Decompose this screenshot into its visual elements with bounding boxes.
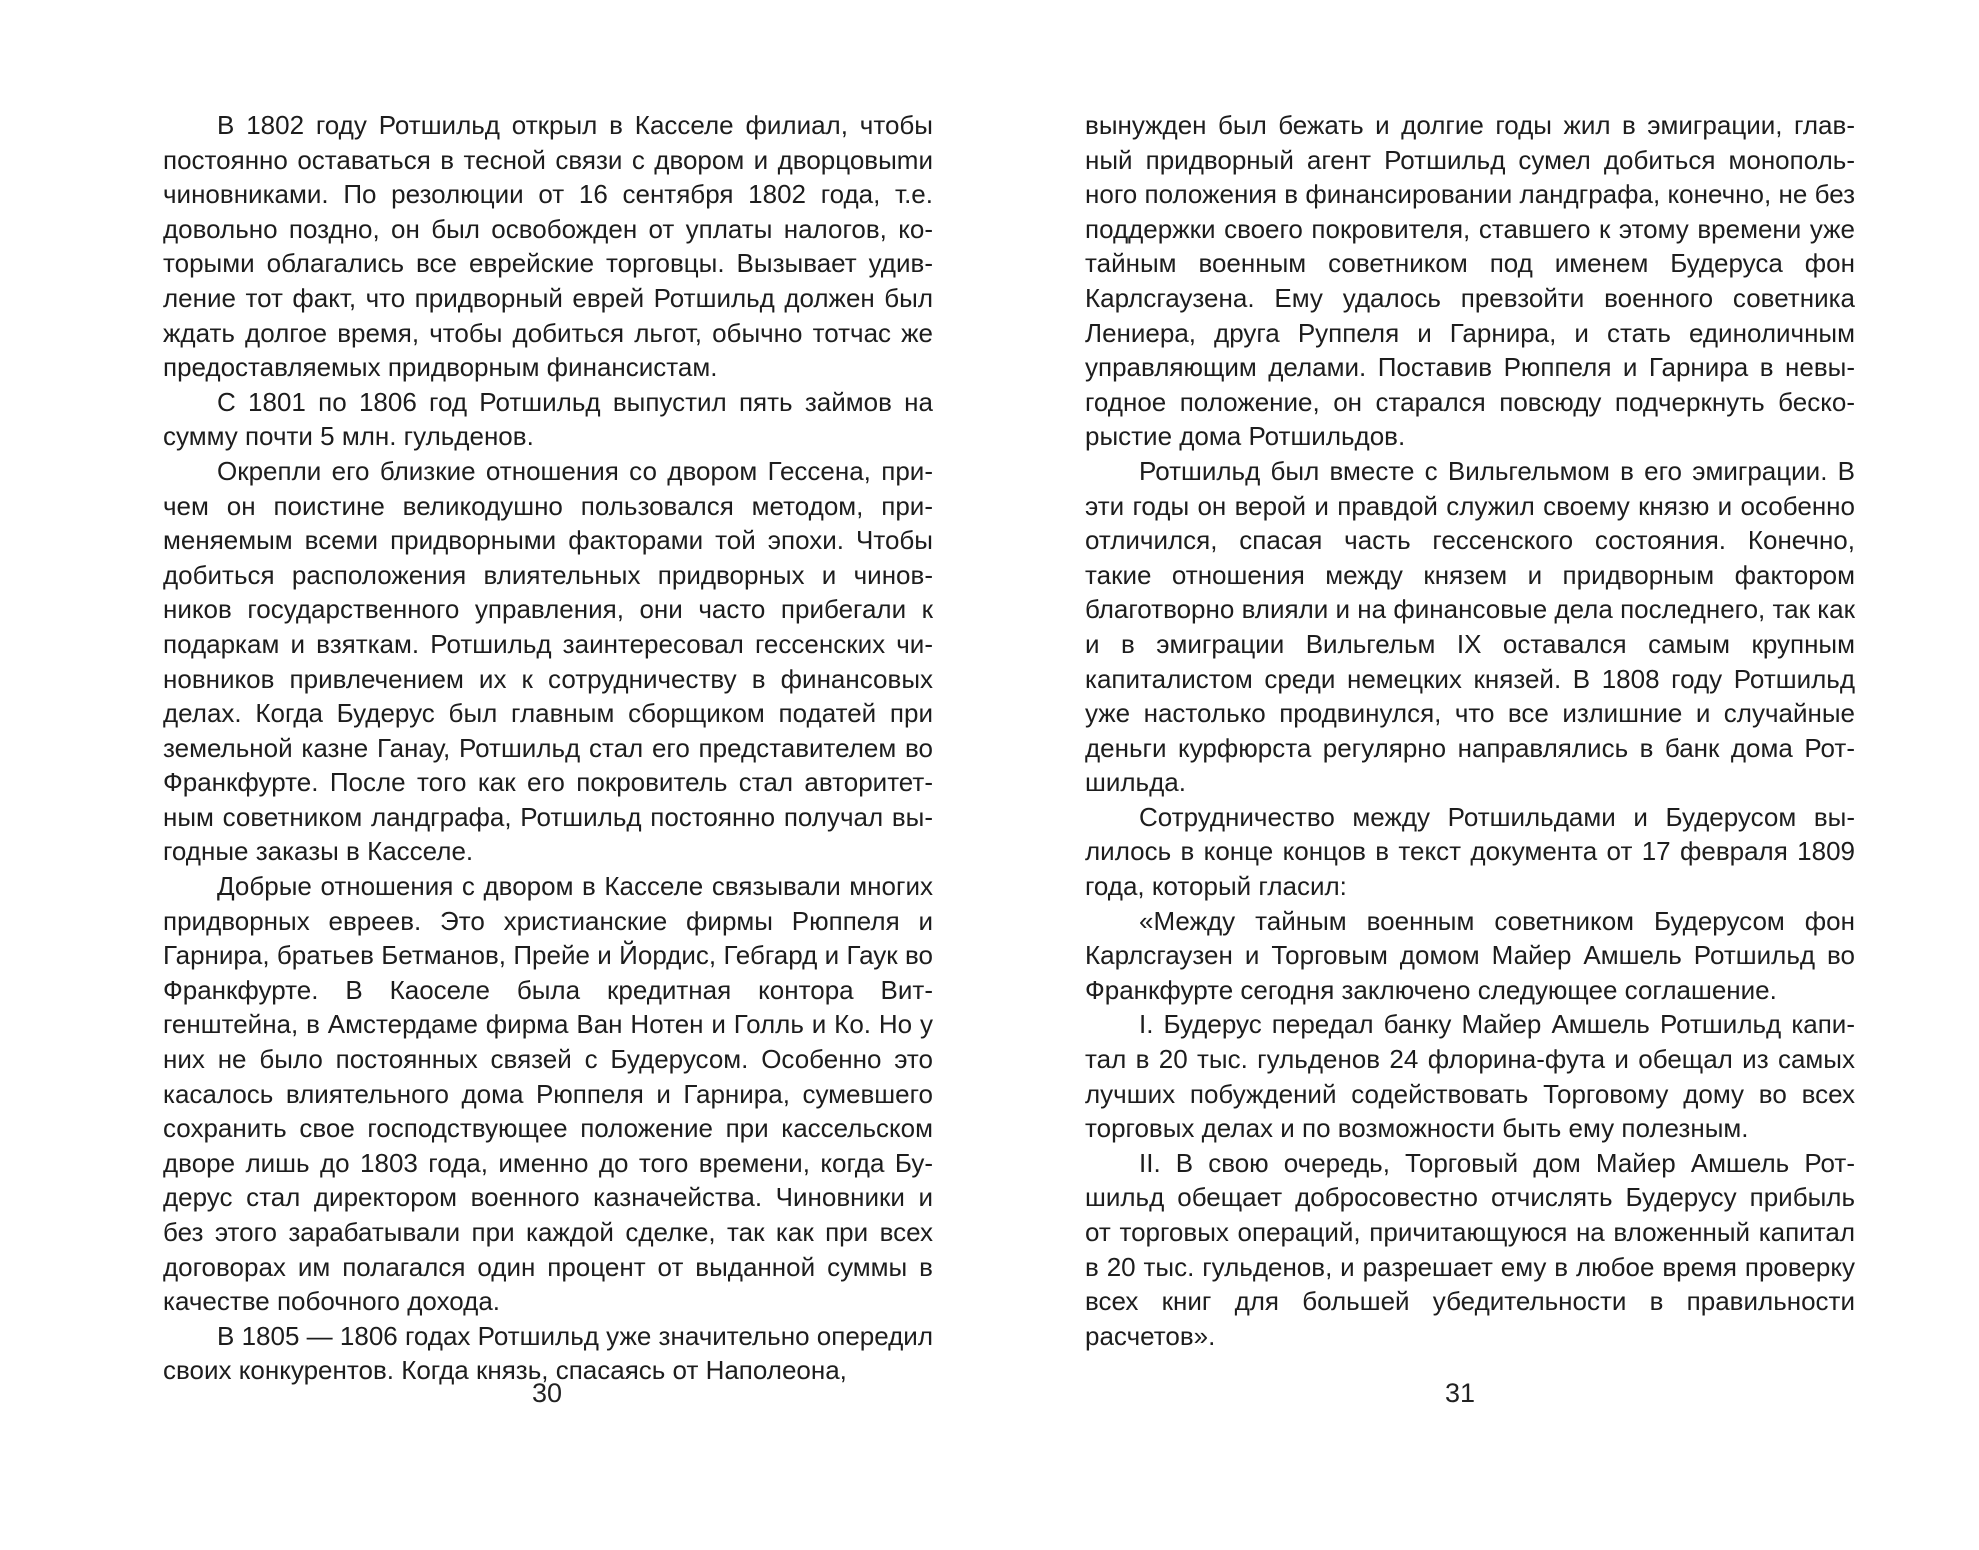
paragraph: «Между тайным военным советником Будерусом фон Карлсгаузен и Торговым домом Майер Амшель Ротшильд во Франкфурте сегодня заключено следующее соглашение. xyxy=(1085,905,1855,1005)
paragraph: Сотрудничество между Ротшильдами и Будерусом вылилось в конце концов в текст документа от 17 февраля 1809 года, который гласил: xyxy=(1085,801,1855,902)
paragraph: В 1802 году Ротшильд открыл в Касселе филиал, чтобы постоянно оставаться в тесной связи с двором и дворцовыmи чиновниками. По резолюции от 16 сентября 1802 года, т.е. довольно поздно, он был освобожден от уплаты налогов, которыми облагались все еврейские торговцы. Вызывает удивление тот факт, что придворный еврей Ротшильд должен был ждать долгое время, чтобы добиться льгот, обычно тотчас же предоставляемых придворным финансистам. xyxy=(163,110,933,383)
paragraph: I. Будерус передал банку Майер Амшель Ротшильд капитал в 20 тыс. гульденов 24 флорина-фута и обещал из самых лучших побуждений содействовать Торговому дому во всех торговых делах и по возможности быть ему полезным. xyxy=(1085,1009,1855,1144)
paragraph: Ротшильд был вместе с Вильгельмом в его эмиграции. В эти годы он верой и правдой служил своему князю и особенно отличился, спасая часть гессенского состояния. Конечно, такие отношения между князем и придворным фактором благотворно влияли и на финансовые дела последнего, так как и в эмиграции Вильгельм IX оставался самым крупным капиталистом среди немецких князей. В 1808 году Ротшильд уже настолько продвинулся, что все излишние и случайные деньги курфюрста регулярно направлялись в банк дома Ротшильда. xyxy=(1085,455,1855,798)
right-page xyxy=(1085,108,1855,1353)
paragraph: II. В свою очередь, Торговый дом Майер Амшель Ротшильд обещает добросовестно отчислять Будерусу прибыль от торговых операций, причитающуюся на вложенный капитал в 20 тыс. гульденов, и разрешает ему в любое время проверку всех книг для большей убедительности в правильности расчетов». xyxy=(1085,1147,1855,1351)
page-number-left: 30 xyxy=(531,1378,563,1408)
paragraph: С 1801 по 1806 год Ротшильд выпустил пять займов на сумму почти 5 млн. гульденов. xyxy=(163,386,933,452)
paragraph-continuation: вынужден был бежать и долгие годы жил в эмиграции, главный придворный агент Ротшильд сумел добиться монопольного положения в финансировании ландграфа, конечно, не без поддержки своего покровителя, ставшего к этому времени уже тайным военным советником под именем Будеруса фон Карлсгаузена. Ему удалось превзойти военного советника Лениера, друга Руппеля и Гарнира, и стать единоличным управляющим делами. Поставив Рюппеля и Гарнира в невыгодное положение, он старался повсюду подчеркнуть бескорыстие дома Ротшильдов. xyxy=(1085,110,1855,452)
page-number-right: 31 xyxy=(1444,1378,1476,1408)
paragraph: Окрепли его близкие отношения со двором Гессена, причем он поистине великодушно пользовался методом, применяемым всеми придворными факторами той эпохи. Чтобы добиться расположения влиятельных придворных и чиновников государственного управления, они часто прибегали к подаркам и взяткам. Ротшильд заинтересовал гессенских чиновников привлечением их к сотрудничеству в финансовых делах. Когда Будерус был главным сборщиком податей при земельной казне Ганау, Ротшильд стал его представителем во Франкфурте. После того как его покровитель стал авторитетным советником ландграфа, Ротшильд постоянно получал выгодные заказы в Касселе. xyxy=(163,455,933,867)
paragraph: В 1805 — 1806 годах Ротшильд уже значительно опередил своих конкурентов. Когда князь, спасаясь от Наполеона, xyxy=(163,1320,933,1386)
paragraph: Добрые отношения с двором в Касселе связывали многих придворных евреев. Это христианские фирмы Рюппеля и Гарнира, братьев Бетманов, Прейе и Йордис, Гебгард и Гаук во Франкфурте. В Каоселе была кредитная контора Витгенштейна, в Амстердаме фирма Ван Нотен и Голль и Ко. Но у них не было постоянных связей с Будерусом. Особенно это касалось влиятельного дома Рюппеля и Гарнира, сумевшего сохранить свое господствующее положение при кассельском дворе лишь до 1803 года, именно до того времени, когда Будерус стал директором военного казначейства. Чиновники и без этого зарабатывали при каждой сделке, так как при всех договорах им полагался один процент от выданной суммы в качестве побочного дохода. xyxy=(163,871,933,1317)
left-page xyxy=(163,108,933,1388)
